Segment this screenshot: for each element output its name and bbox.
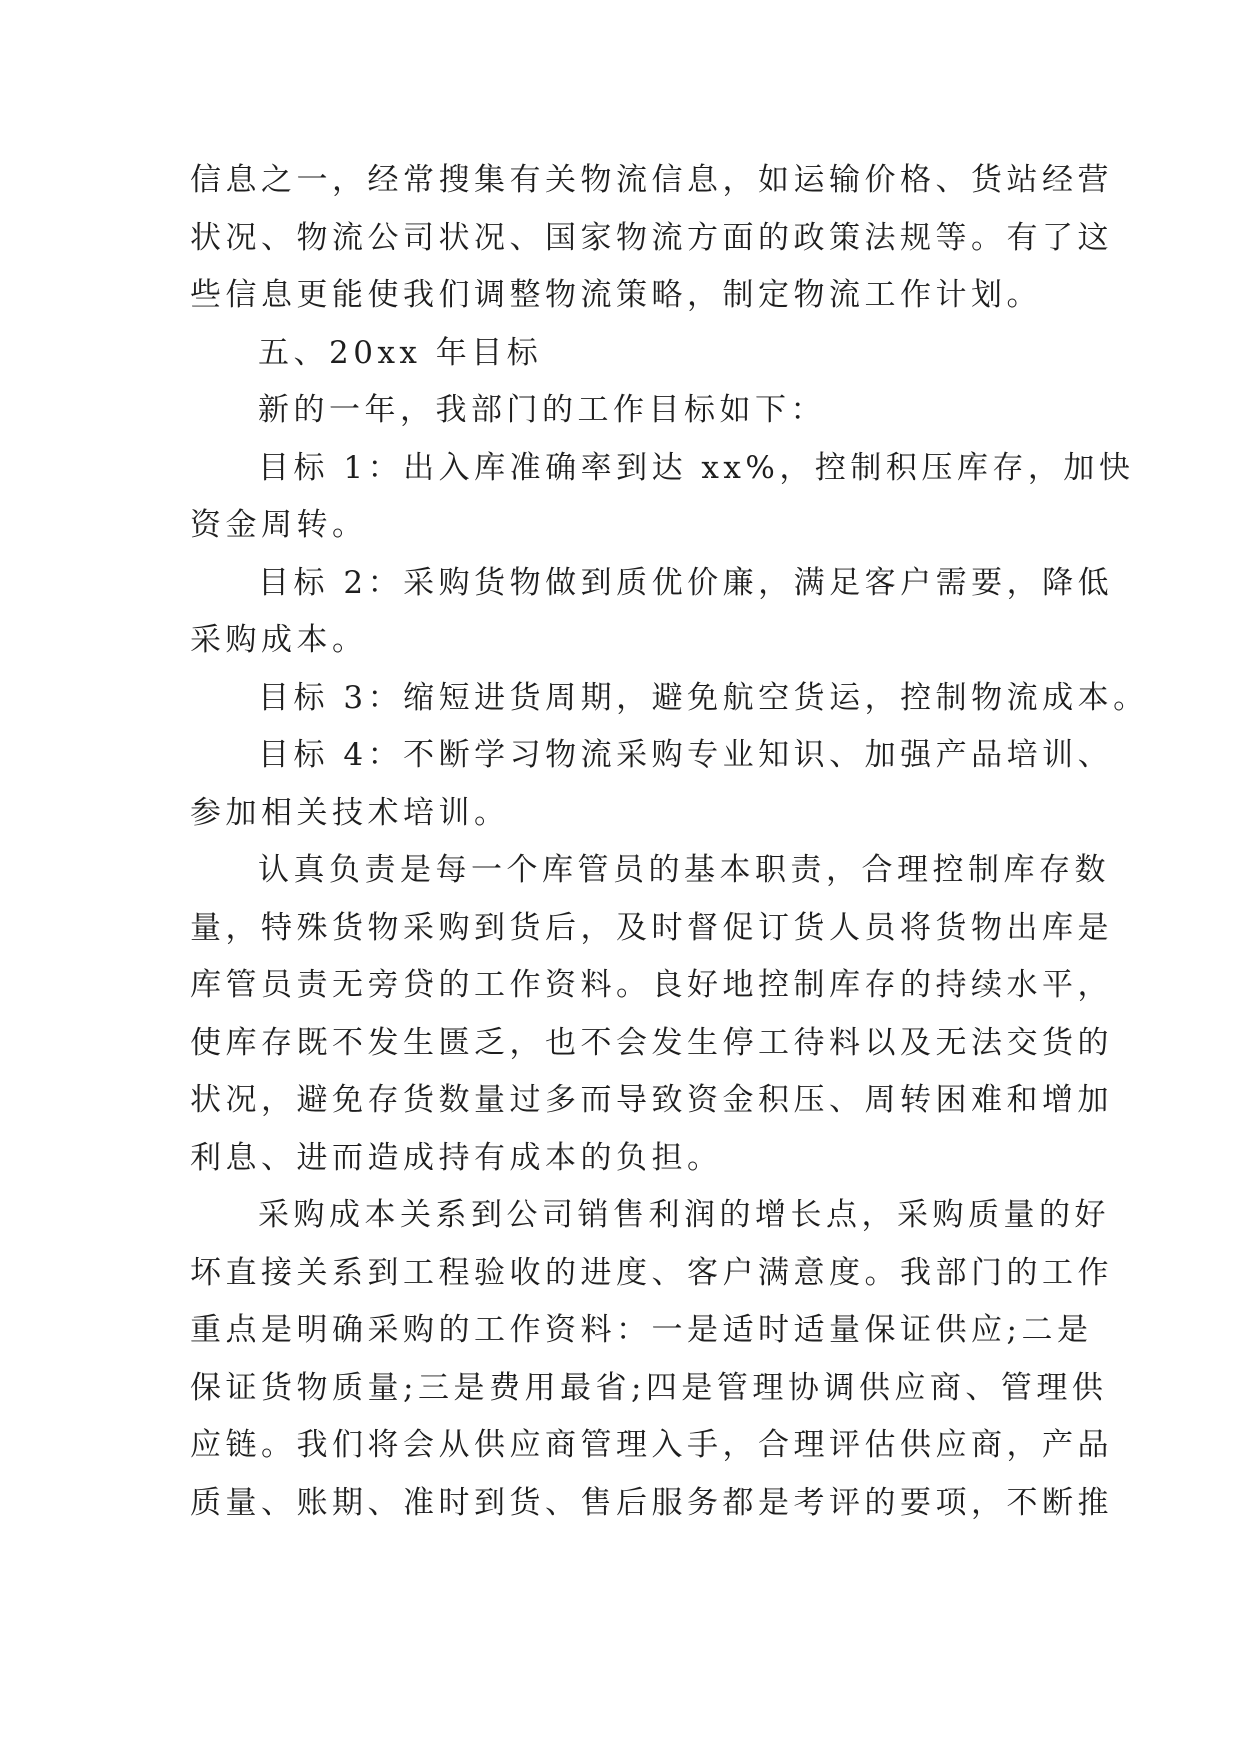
text-line: 信息之一，经常搜集有关物流信息，如运输价格、货站经营 — [190, 162, 1113, 198]
text-line: 质量、账期、准时到货、售后服务都是考评的要项，不断推 — [190, 1484, 1113, 1521]
paragraph-start: 认真负责是每一个库管员的基本职责，合理控制库存数 — [258, 852, 1110, 888]
text-line: 些信息更能使我们调整物流策略，制定物流工作计划。 — [190, 277, 1042, 313]
text-line: 应链。我们将会从供应商管理入手，合理评估供应商，产品 — [190, 1427, 1113, 1463]
text-line: 采购成本。 — [190, 622, 368, 658]
text-line: 状况，避免存货数量过多而导致资金积压、周转困难和增加 — [190, 1082, 1113, 1118]
document-body — [190, 152, 1149, 1532]
text-line: 参加相关技术培训。 — [190, 794, 510, 831]
text-line: 使库存既不发生匮乏，也不会发生停工待料以及无法交货的 — [190, 1024, 1113, 1061]
text-line: 库管员责无旁贷的工作资料。良好地控制库存的持续水平， — [190, 967, 1113, 1003]
goal-3-line: 目标 3：缩短进货周期，避免航空货运，控制物流成本。 — [258, 679, 1149, 716]
text-line: 保证货物质量;三是费用最省;四是管理协调供应商、管理供 — [190, 1369, 1108, 1406]
text-line: 新的一年，我部门的工作目标如下： — [258, 392, 826, 428]
text-line: 坏直接关系到工程验收的进度、客户满意度。我部门的工作 — [190, 1254, 1113, 1291]
text-line: 状况、物流公司状况、国家物流方面的政策法规等。有了这 — [190, 219, 1113, 256]
text-line: 资金周转。 — [190, 507, 368, 543]
goal-2-line: 目标 2：采购货物做到质优价廉，满足客户需要，降低 — [258, 564, 1114, 601]
goal-4-line: 目标 4：不断学习物流采购专业知识、加强产品培训、 — [258, 737, 1114, 773]
text-line: 量，特殊货物采购到货后，及时督促订货人员将货物出库是 — [190, 909, 1113, 946]
text-line: 重点是明确采购的工作资料：一是适时适量保证供应;二是 — [190, 1312, 1093, 1348]
section-heading: 五、20xx 年目标 — [258, 334, 543, 371]
text-line: 利息、进而造成持有成本的负担。 — [190, 1139, 723, 1176]
goal-1-line: 目标 1：出入库准确率到达 xx%，控制积压库存，加快 — [258, 449, 1135, 486]
paragraph-start: 采购成本关系到公司销售利润的增长点，采购质量的好 — [258, 1197, 1110, 1233]
